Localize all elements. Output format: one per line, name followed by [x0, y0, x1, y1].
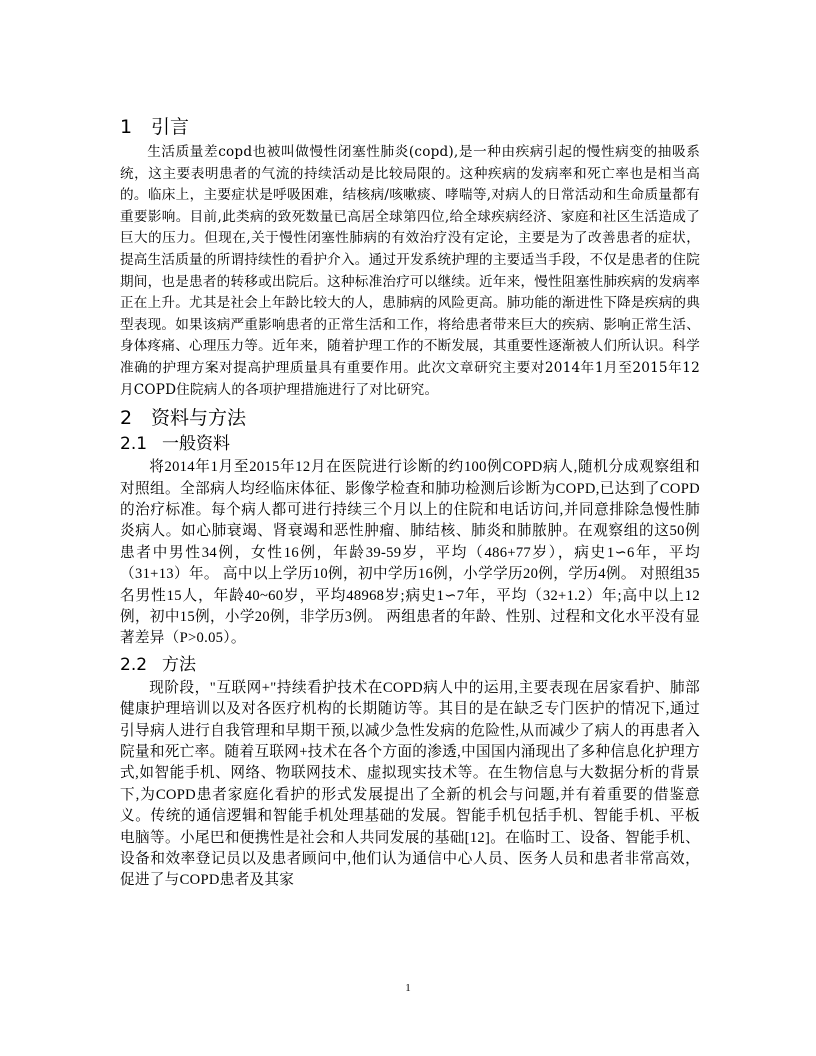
document-body — [120, 114, 700, 892]
introduction-paragraph: 生活质量差copd也被叫做慢性闭塞性肺炎(copd),是一种由疾病引起的慢性病变的抽吸系统，这主要表明患者的气流的持续活动是比较局限的。这种疾病的发病率和死亡率也是相当高的。临床上，主要症状是呼吸困难，结核病/咳嗽痰、哮喘等,对病人的日常活动和生命质量都有重要影响。目前,此类病的致死数量已高居全球第四位,给全球疾病经济、家庭和社区生活造成了巨大的压力。但现在,关于慢性闭塞性肺病的有效治疗没有定论，主要是为了改善患者的症状，提高生活质量的所谓持续性的看护介入。通过开发系统护理的主要适当手段，不仅是患者的住院期间，也是患者的转移或出院后。这种标准治疗可以继续。近年来，慢性阻塞性肺疾病的发病率正在上升。尤其是社会上年龄比较大的人，患肺病的风险更高。肺功能的渐进性下降是疾病的典型表现。如果该病严重影响患者的正常生活和工作，将给患者带来巨大的疾病、影响正常生活、身体疼痛、心理压力等。近年来，随着护理工作的不断发展，其重要性逐渐被人们所认识。科学准确的护理方案对提高护理质量具有重要作用。此次文章研究主要对2014年1月至2015年12月COPD住院病人的各项护理措施进行了对比研究。 — [120, 144, 700, 398]
subsection-heading-methods — [120, 654, 700, 677]
section-title: 引言 — [151, 116, 190, 138]
subsection-number: 2.2 — [120, 654, 148, 675]
subsection-title: 方法 — [162, 654, 196, 675]
subsection-title: 一般资料 — [162, 434, 230, 455]
subsection-number: 2.1 — [120, 434, 148, 455]
page-number: 1 — [405, 982, 411, 994]
subsection-heading-general-data — [120, 433, 700, 456]
section-heading-introduction — [120, 114, 700, 140]
section-heading-materials-methods — [120, 405, 700, 431]
section-number: 2 — [120, 407, 133, 430]
section-title: 资料与方法 — [151, 407, 247, 430]
section-number: 1 — [120, 116, 133, 138]
methods-paragraph: 现阶段，"互联网+"持续看护技术在COPD病人中的运用,主要表现在居家看护、肺部健康护理培训以及对各医疗机构的长期随访等。其目的是在缺乏专门医护的情况下,通过引导病人进行自我管理和早期干预,以减少急性发病的危险性,从而减少了病人的再患者入院量和死亡率。随着互联网+技术在各个方面的渗透,中国国内涌现出了多种信息化护理方式,如智能手机、网络、物联网技术、虚拟现实技术等。在生物信息与大数据分析的背景下,为COPD患者家庭化看护的形式发展提出了全新的机会与问题,并有着重要的借鉴意义。传统的通信逻辑和智能手机处理基础的发展。智能手机包括手机、智能手机、平板电脑等。小尾巴和便携性是社会和人共同发展的基础[12]。在临时工、设备、智能手机、设备和效率登记员以及患者顾问中,他们认为通信中心人员、医务人员和患者非常高效，促进了与COPD患者及其家 — [120, 679, 700, 889]
general-data-paragraph: 将2014年1月至2015年12月在医院进行诊断的约100例COPD病人,随机分成观察组和对照组。全部病人均经临床体征、影像学检查和肺功检测后诊断为COPD,已达到了COPD的治疗标准。每个病人都可进行持续三个月以上的住院和电话访问,并同意排除急慢性肺炎病人。如心肺衰竭、肾衰竭和恶性肿瘤、肺结核、肺炎和肺脓肿。在观察组的这50例患者中男性34例，女性16例，年龄39-59岁，平均（486+77岁），病史1∽6年，平均（31+13）年。 高中以上学历10例，初中学历16例，小学学历20例，学历4例。 对照组35名男性15人，年龄40~60岁，平均48968岁;病史1∽7年，平均（32+1.2）年;高中以上12例，初中15例，小学20例，非学历3例。 两组患者的年龄、性别、过程和文化水平没有显著差异（P>0.05）。 — [120, 459, 700, 647]
